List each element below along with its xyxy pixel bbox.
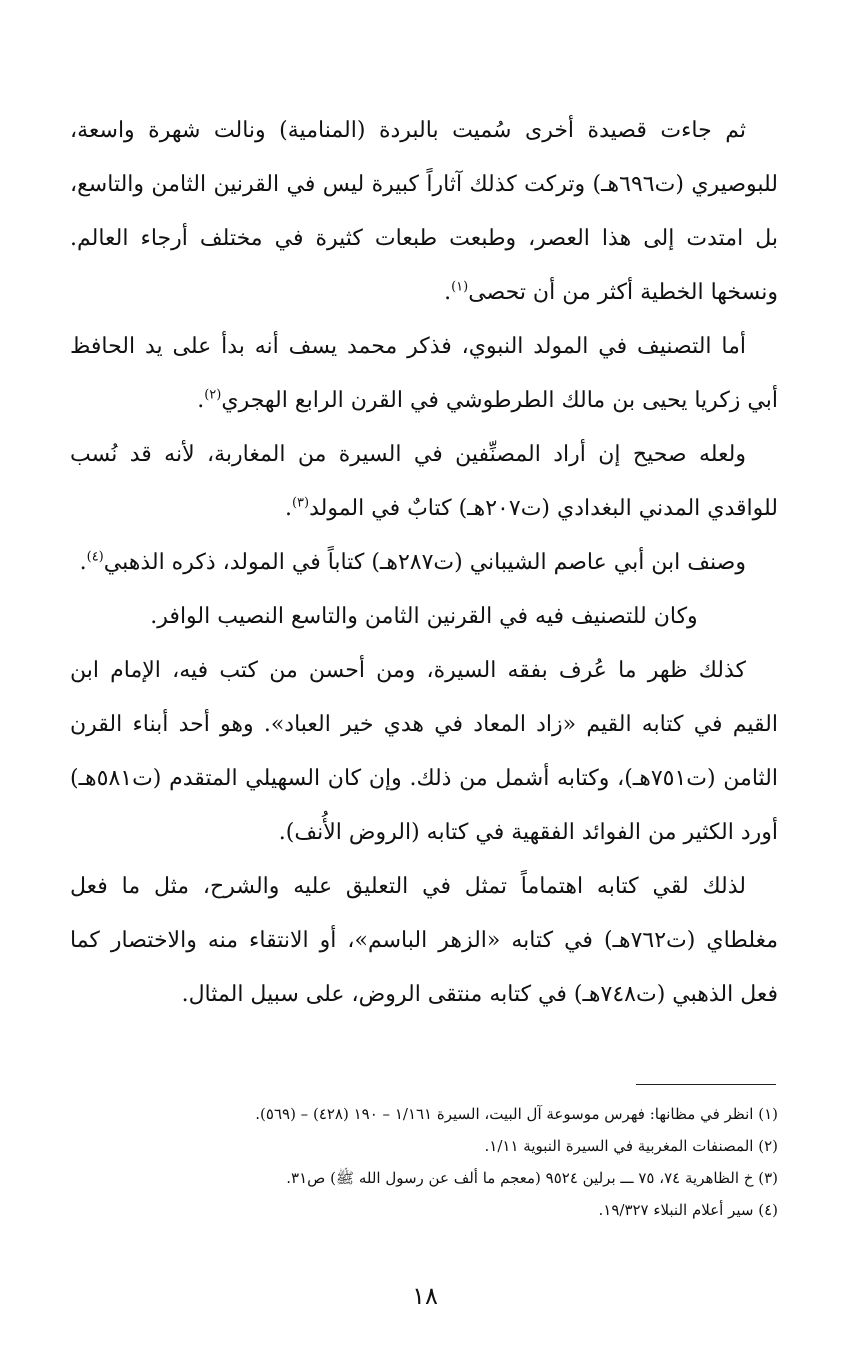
footnote-divider	[636, 1084, 776, 1085]
paragraph-3	[70, 428, 778, 536]
footnotes	[70, 1098, 778, 1226]
paragraph-text: ولعله صحيح إن أراد المصنِّفين في السيرة من المغاربة، لأنه قد نُسب للواقدي المدني البغدادي (ت٢٠٧هـ) كتابٌ في المولد	[70, 442, 778, 521]
page-number: ١٨	[412, 1282, 438, 1310]
paragraph-text: لذلك لقي كتابه اهتماماً تمثل في التعليق عليه والشرح، مثل ما فعل مغلطاي (ت٧٦٢هـ) في كتابه «الزهر الباسم»، أو الانتقاء منه والاختصار كما فعل الذهبي (ت٧٤٨هـ) في كتابه منتقى الروض، على سبيل المثال.	[70, 874, 778, 1007]
paragraph-text: وكان للتصنيف فيه في القرنين الثامن والتاسع النصيب الوافر.	[150, 604, 698, 629]
footnote-ref-2[interactable]: (٢)	[204, 387, 222, 403]
paragraph-end: .	[79, 550, 87, 575]
paragraph-7	[70, 860, 778, 1022]
paragraph-6	[70, 644, 778, 860]
footnote-3: (٣) خ الظاهرية ٧٤، ٧٥ ـــ برلين ٩٥٢٤ (معجم ما ألف عن رسول الله ﷺ) ص٣١.	[286, 1169, 778, 1187]
footnote-ref-4[interactable]: (٤)	[86, 549, 104, 565]
paragraph-text: أما التصنيف في المولد النبوي، فذكر محمد يسف أنه بدأ على يد الحافظ أبي زكريا يحيى بن مالك الطرطوشي في القرن الرابع الهجري	[70, 334, 778, 413]
footnote-ref-3[interactable]: (٣)	[291, 495, 310, 511]
paragraph-1	[70, 104, 778, 320]
main-text	[70, 104, 778, 1022]
footnote-ref-1[interactable]: (١)	[451, 279, 469, 295]
paragraph-end: .	[444, 280, 452, 305]
footnote-4: (٤) سير أعلام النبلاء ١٩/٣٢٧.	[598, 1201, 778, 1219]
footnote-1: (١) انظر في مظانها: فهرس موسوعة آل البيت، السيرة ١/١٦١ – ١٩٠ (٤٢٨) – (٥٦٩).	[255, 1105, 778, 1123]
paragraph-5	[70, 590, 778, 644]
paragraph-text: وصنف ابن أبي عاصم الشيباني (ت٢٨٧هـ) كتاباً في المولد، ذكره الذهبي	[103, 550, 746, 575]
paragraph-text: ثم جاءت قصيدة أخرى سُميت بالبردة (المنامية) ونالت شهرة واسعة، للبوصيري (ت٦٩٦هـ) وتركت كذلك آثاراً كبيرة ليس في القرنين الثامن والتاسع، بل امتدت إلى هذا العصر، وطبعت طبعات كثيرة في مختلف أرجاء العالم. ونسخها الخطية أكثر من أن تحصى	[70, 118, 778, 305]
paragraph-end: .	[284, 496, 292, 521]
paragraph-text: كذلك ظهر ما عُرف بفقه السيرة، ومن أحسن من كتب فيه، الإمام ابن القيم في كتابه القيم «زاد المعاد في هدي خير العباد». وهو أحد أبناء القرن الثامن (ت٧٥١هـ)، وكتابه أشمل من ذلك. وإن كان السهيلي المتقدم (ت٥٨١هـ) أورد الكثير من الفوائد الفقهية في كتابه (الروض الأُنف).	[70, 658, 778, 845]
paragraph-4	[70, 536, 778, 590]
footnote-2: (٢) المصنفات المغربية في السيرة النبوية ١/١١.	[484, 1137, 778, 1155]
paragraph-end: .	[197, 388, 205, 413]
paragraph-2	[70, 320, 778, 428]
